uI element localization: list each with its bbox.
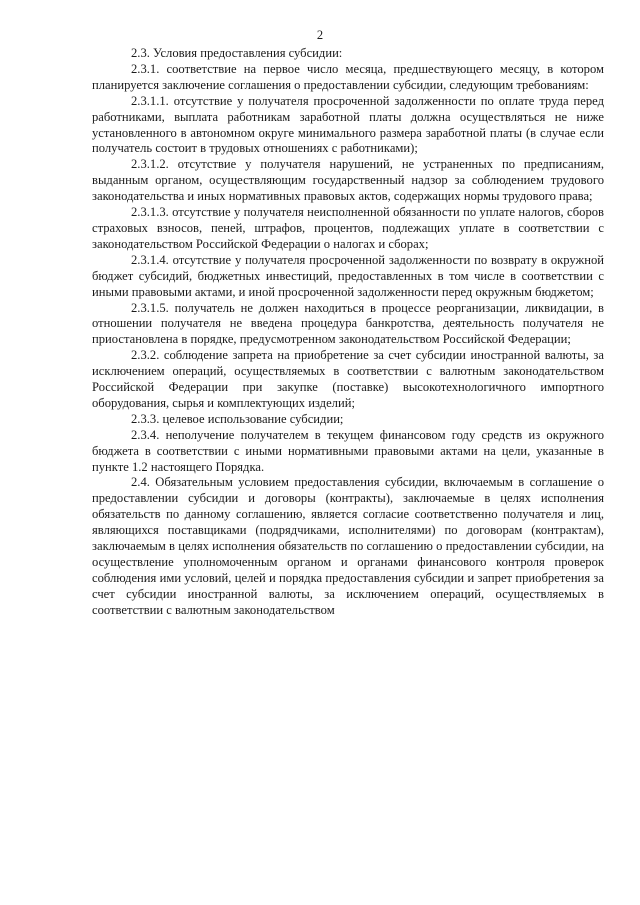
- paragraph-2-3-1-2: 2.3.1.2. отсутствие у получателя нарушений, не устраненных по предписаниям, выданным органом, осуществляющим государственный надзор за соблюдением трудового законодательства и иных нормативных правовых актов, содержащих нормы трудового права;: [92, 157, 604, 204]
- document-body: [92, 46, 604, 619]
- paragraph-2-3-2: 2.3.2. соблюдение запрета на приобретение за счет субсидии иностранной валюты, за исключением операций, осуществляемых в соответствии с валютным законодательством Российской Федерации при закупке (поставке) высокотехнологичного импортного оборудования, сырья и комплектующих изделий;: [92, 348, 604, 410]
- paragraph-2-3: 2.3. Условия предоставления субсидии:: [131, 46, 343, 60]
- paragraph-2-3-1-5: 2.3.1.5. получатель не должен находиться в процессе реорганизации, ликвидации, в отношении получателя не введена процедура банкротства, деятельность получателя не приостановлена в порядке, предусмотренном законодательством Российской Федерации;: [92, 300, 604, 347]
- paragraph-2-3-1-4: 2.3.1.4. отсутствие у получателя просроченной задолженности по возврату в окружной бюджет субсидий, бюджетных инвестиций, предоставленных в том числе в соответствии с иными правовыми актами, и иной просроченной задолженности перед окружным бюджетом;: [92, 252, 604, 299]
- paragraph-2-3-4: 2.3.4. неполучение получателем в текущем финансовом году средств из окружного бюджета в соответствии с иными нормативными правовыми актами на цели, указанные в пункте 1.2 настоящего Порядка.: [92, 427, 604, 474]
- paragraph-2-4: 2.4. Обязательным условием предоставления субсидии, включаемым в соглашение о предоставлении субсидии и договоры (контракты), заключаемые в целях исполнения обязательств по данному соглашению, является согласие соответственно получателя и лиц, являющихся поставщиками (подрядчиками, исполнителями) по договорам (контрактам), заключаемым в целях исполнения обязательств по соглашению о предоставлении субсидии, на осуществление уполномоченным органом и органами финансового контроля проверок соблюдения ими условий, целей и порядка предоставления субсидии и запрет приобретения за счет субсидии иностранной валюты, за исключением операций, осуществляемых в соответствии с валютным законодательством: [92, 475, 604, 617]
- paragraph-2-3-1-1: 2.3.1.1. отсутствие у получателя просроченной задолженности по оплате труда перед работниками, выплата работникам заработной платы должна осуществляться не ниже установленного в автономном округе минимального размера заработной платы (в случае если получатель состоит в трудовых отношениях с работниками);: [92, 93, 604, 156]
- page-number: 2: [316, 28, 324, 42]
- paragraph-2-3-3: 2.3.3. целевое использование субсидии;: [131, 411, 344, 426]
- paragraph-2-3-1-3: 2.3.1.3. отсутствие у получателя неисполненной обязанности по уплате налогов, сборов страховых взносов, пеней, штрафов, процентов, подлежащих уплате в соответствии с законодательством Российской Федерации о налогах и сборах;: [92, 205, 604, 251]
- paragraph-2-3-1: 2.3.1. соответствие на первое число месяца, предшествующего месяцу, в котором планируется заключение соглашения о предоставлении субсидии, следующим требованиям:: [92, 61, 604, 92]
